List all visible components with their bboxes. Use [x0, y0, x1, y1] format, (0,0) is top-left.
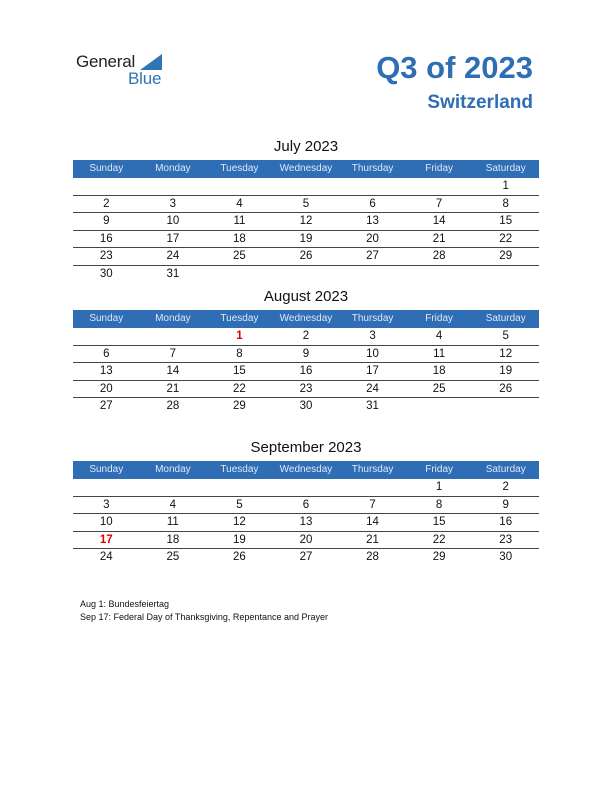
day-cell: 29 [233, 400, 246, 412]
day-cell [206, 479, 273, 497]
day-cell [73, 178, 140, 196]
day-cell: 30 [99, 267, 113, 280]
day-cell [140, 479, 207, 497]
day-cell: 28 [166, 400, 180, 412]
day-cell: 29 [432, 551, 446, 563]
weekday-label: Friday [425, 163, 454, 174]
day-cell: 4 [236, 197, 243, 210]
day-cell [206, 178, 273, 196]
day-cell [339, 178, 406, 196]
weekday-header [73, 310, 539, 328]
day-cell: 23 [499, 533, 513, 546]
day-cell [273, 178, 340, 196]
day-cell: 18 [233, 232, 246, 245]
day-cell: 16 [99, 232, 113, 245]
logo-word-general: General [76, 52, 136, 71]
weekday-label: Friday [425, 464, 454, 475]
day-cell: 10 [366, 347, 379, 360]
week-row [73, 497, 539, 515]
day-cell: 5 [302, 197, 310, 210]
day-cell: 8 [435, 498, 443, 511]
day-cell: 14 [166, 365, 180, 377]
day-cell [140, 328, 207, 346]
day-cell: 25 [166, 551, 180, 563]
day-cell [73, 479, 140, 497]
day-cell [406, 266, 473, 284]
day-cell: 4 [435, 330, 443, 342]
day-cell: 11 [433, 347, 446, 360]
day-cell: 26 [499, 382, 513, 395]
quarter-title: Q3 of 2023 [376, 50, 533, 85]
weekday-label: Wednesday [279, 313, 333, 324]
weekday-label: Wednesday [279, 163, 333, 174]
day-cell [206, 266, 273, 284]
day-cell: 31 [366, 400, 379, 412]
day-cell: 15 [499, 215, 513, 227]
day-cell: 23 [99, 250, 113, 262]
month-september [73, 439, 539, 567]
weekday-label: Sunday [89, 313, 124, 324]
day-cell: 29 [499, 250, 513, 262]
week-row [73, 231, 539, 249]
day-cell: 18 [166, 533, 180, 546]
day-cell: 30 [499, 551, 513, 563]
day-cell: 25 [432, 382, 446, 395]
day-cell: 2 [103, 197, 110, 210]
day-cell: 21 [166, 382, 180, 395]
day-cell: 28 [432, 250, 446, 262]
day-cell: 15 [432, 516, 446, 528]
week-row [73, 398, 539, 416]
weekday-label: Thursday [351, 313, 394, 324]
month-title: July 2023 [273, 138, 339, 155]
day-cell: 10 [99, 516, 113, 528]
day-cell: 20 [366, 232, 379, 245]
logo-word-blue: Blue [128, 69, 162, 88]
day-cell: 21 [432, 232, 446, 245]
day-cell: 31 [166, 267, 180, 280]
week-row [73, 346, 539, 364]
week-row [73, 328, 539, 346]
day-cell: 2 [502, 481, 509, 493]
day-cell: 9 [302, 347, 310, 360]
week-row [73, 479, 539, 497]
day-cell: 11 [166, 516, 179, 528]
day-cell: 10 [166, 215, 180, 227]
week-row [73, 549, 539, 567]
month-title: September 2023 [250, 439, 362, 456]
week-row [73, 532, 539, 550]
day-cell: 20 [99, 382, 113, 395]
day-cell: 8 [236, 347, 243, 360]
day-cell: 7 [169, 347, 177, 360]
day-cell [472, 266, 539, 284]
day-cell: 8 [502, 197, 509, 210]
day-cell: 26 [299, 250, 313, 262]
day-cell: 3 [169, 197, 177, 210]
day-cell: 16 [499, 516, 513, 528]
day-cell: 22 [233, 382, 246, 395]
day-cell: 19 [299, 232, 313, 245]
day-cell: 4 [169, 498, 177, 511]
week-row [73, 363, 539, 381]
weekday-label: Tuesday [220, 464, 259, 475]
weekday-label: Friday [425, 313, 454, 324]
weekday-label: Saturday [485, 313, 526, 324]
week-row [73, 213, 539, 231]
day-cell: 2 [302, 330, 310, 342]
day-cell: 9 [502, 498, 509, 511]
day-cell: 27 [299, 551, 313, 563]
weekday-label: Saturday [485, 464, 526, 475]
weekday-label: Monday [155, 313, 191, 324]
day-cell: 24 [99, 551, 113, 563]
day-cell: 13 [366, 215, 379, 227]
logo-triangle-icon [140, 54, 164, 70]
day-cell: 26 [233, 551, 246, 563]
day-cell: 7 [369, 498, 376, 511]
day-cell: 19 [499, 365, 513, 377]
day-cell: 19 [233, 533, 246, 546]
day-cell: 13 [99, 365, 113, 377]
weekday-header [73, 461, 539, 479]
day-cell [73, 328, 140, 346]
day-cell: 6 [103, 347, 110, 360]
day-cell: 9 [103, 215, 110, 227]
day-cell: 12 [233, 516, 246, 528]
week-row [73, 266, 539, 284]
week-row [73, 196, 539, 214]
weekday-label: Tuesday [220, 163, 259, 174]
day-cell: 3 [103, 498, 110, 511]
day-cell [406, 178, 473, 196]
day-cell: 5 [502, 330, 509, 342]
holiday-notes [80, 598, 328, 624]
day-cell: 22 [499, 232, 513, 245]
day-cell: 12 [299, 215, 313, 227]
day-cell: 16 [299, 365, 313, 377]
day-cell: 5 [236, 498, 243, 511]
day-cell: 18 [432, 365, 446, 377]
day-cell: 22 [432, 533, 446, 546]
day-cell: 28 [366, 551, 379, 563]
month-august [73, 288, 539, 416]
day-cell: 27 [366, 250, 379, 262]
weekday-label: Monday [155, 464, 191, 475]
generalblue-logo [76, 52, 176, 88]
day-cell: 6 [302, 498, 310, 511]
day-cell [273, 266, 340, 284]
weekday-label: Wednesday [279, 464, 333, 475]
day-cell: 25 [233, 250, 246, 262]
week-row [73, 178, 539, 196]
day-cell: 27 [99, 400, 113, 412]
day-cell: 3 [369, 330, 376, 342]
day-cell: 13 [299, 516, 313, 528]
day-cell: 15 [233, 365, 246, 377]
week-row [73, 514, 539, 532]
day-cell: 11 [233, 215, 246, 227]
day-cell: 7 [435, 197, 443, 210]
day-cell: 20 [299, 533, 313, 546]
day-cell [406, 398, 473, 416]
week-row [73, 248, 539, 266]
day-cell: 14 [366, 516, 379, 528]
weekday-label: Thursday [351, 163, 394, 174]
week-row [73, 381, 539, 399]
day-cell [339, 266, 406, 284]
day-cell: 21 [366, 533, 379, 546]
weekday-label: Monday [155, 163, 191, 174]
weekday-label: Tuesday [220, 313, 259, 324]
day-cell: 23 [299, 382, 313, 395]
month-title: August 2023 [263, 288, 349, 305]
day-cell: 17 [366, 365, 379, 377]
day-cell [472, 398, 539, 416]
day-cell: 1 [236, 330, 243, 342]
day-cell: 6 [369, 197, 376, 210]
day-cell: 1 [435, 481, 443, 493]
weekday-label: Saturday [485, 163, 526, 174]
day-cell: 17 [99, 533, 113, 546]
country-name: Switzerland [427, 92, 533, 113]
weekday-header [73, 160, 539, 178]
day-cell: 17 [166, 232, 180, 245]
day-cell [140, 178, 207, 196]
day-cell [339, 479, 406, 497]
weekday-label: Sunday [89, 163, 124, 174]
day-cell: 1 [502, 180, 509, 192]
day-cell [273, 479, 340, 497]
holiday-note: Sep 17: Federal Day of Thanksgiving, Repentance and Prayer [80, 612, 328, 622]
month-july [73, 138, 539, 283]
weekday-label: Thursday [351, 464, 394, 475]
day-cell: 12 [499, 347, 513, 360]
day-cell: 24 [166, 250, 180, 262]
day-cell: 30 [299, 400, 313, 412]
day-cell: 14 [432, 215, 446, 227]
day-cell: 24 [366, 382, 379, 395]
holiday-note: Aug 1: Bundesfeiertag [80, 599, 170, 609]
weekday-label: Sunday [89, 464, 124, 475]
